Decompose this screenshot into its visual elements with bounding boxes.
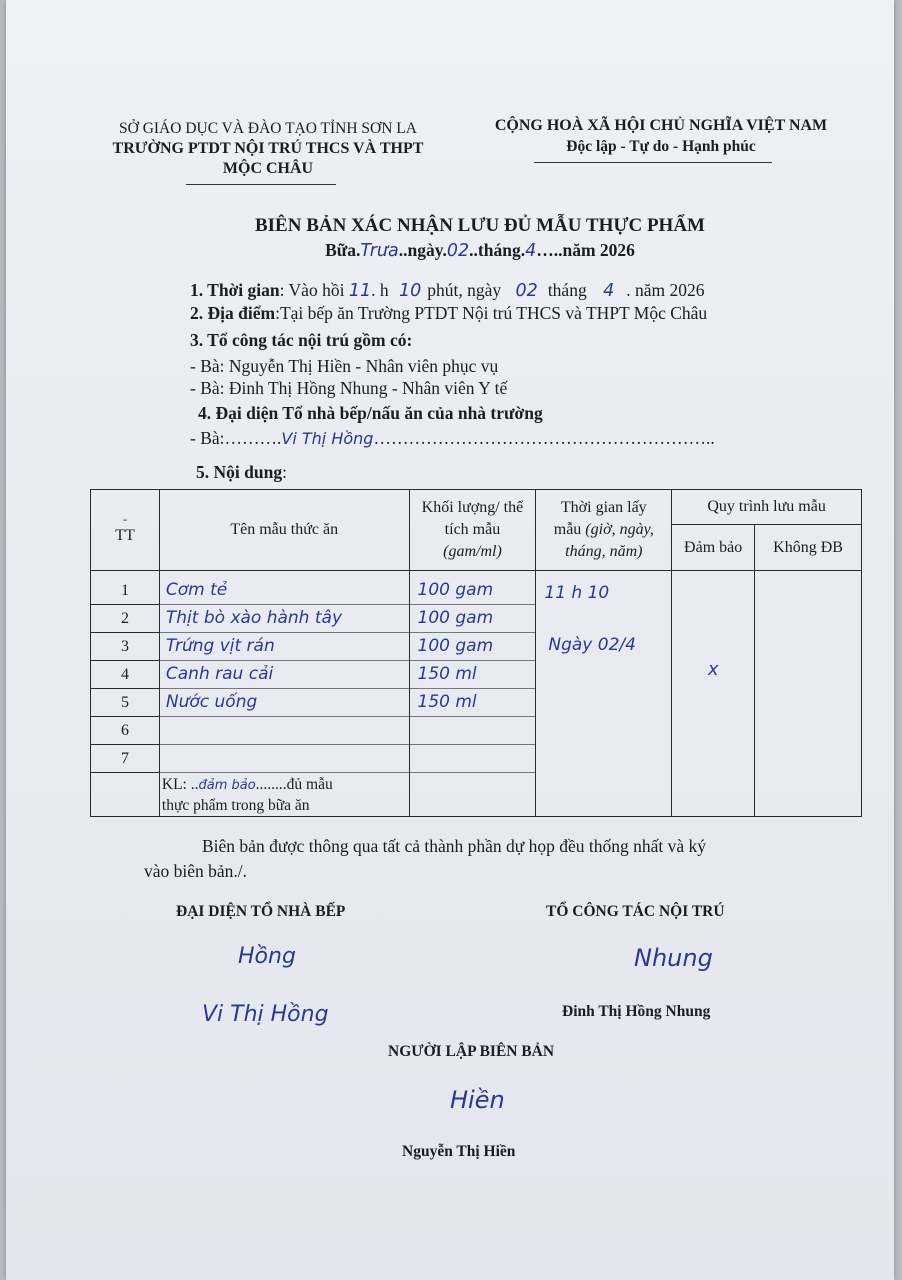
header-time-line2a: mẫu [553, 521, 582, 538]
header-tt-label: TT [115, 527, 135, 544]
conclusion-cell [160, 773, 409, 816]
quantities-column [409, 571, 536, 817]
month-value: 4 [525, 241, 537, 261]
document-page [6, 0, 894, 1280]
section-content-label: 5. Nội dung [196, 462, 283, 482]
conclusion-line1 [162, 775, 409, 796]
header-country: CỘNG HOÀ XÃ HỘI CHỦ NGHĨA VIỆT NAM [494, 117, 828, 134]
kitchen-signature: Hồng [238, 944, 296, 969]
section-time [190, 280, 704, 301]
header-time-line2 [536, 519, 671, 541]
row-number: 6 [91, 716, 159, 744]
sample-time-date: Ngày 02/4 [548, 635, 636, 655]
food-item: Trứng vịt rán [160, 633, 409, 661]
food-item [160, 717, 409, 745]
kitchen-rep-prefix: - Bà:………. [190, 428, 282, 448]
time-hour-value: 11 [348, 281, 372, 301]
closing-line2: vào biên bản./. [144, 861, 248, 881]
header-time-line3: tháng, năm) [565, 543, 643, 560]
not-ok-column [755, 571, 862, 817]
document-subtitle [106, 240, 854, 261]
kitchen-rep-title: ĐẠI DIỆN TỔ NHÀ BẾP [176, 903, 346, 920]
check-mark: x [707, 659, 719, 680]
closing-line1: Biên bản được thông qua tất cả thành phần dự họp đều thống nhất và ký [202, 836, 707, 856]
section-content-colon: : [282, 462, 287, 482]
time-month-value: 4 [603, 281, 615, 301]
writer-name: Nguyễn Thị Hiền [402, 1143, 516, 1160]
quantity: 100 gam [410, 633, 536, 661]
food-item: Nước uống [160, 689, 409, 717]
numbers-column [91, 571, 160, 817]
board-member-name: Đinh Thị Hồng Nhung [562, 1003, 711, 1020]
time-text-d: tháng [547, 280, 587, 300]
section-location [190, 303, 707, 324]
kitchen-rep-suffix: ………………………………………………….. [373, 428, 715, 448]
food-sample-table [90, 489, 862, 817]
header-time-line2b: (giờ, ngày, [585, 521, 654, 538]
sample-time-hour: 11 h 10 [544, 583, 610, 603]
section-location-label: 2. Địa điểm [190, 303, 276, 323]
writer-title: NGƯỜI LẬP BIÊN BẢN [388, 1043, 555, 1060]
quantity: 150 ml [410, 689, 536, 717]
time-text-b: . h [371, 280, 389, 300]
header-department: SỞ GIÁO DỤC VÀ ĐÀO TẠO TỈNH SƠN LA [119, 120, 417, 137]
food-item [160, 745, 409, 773]
header-tt-dot: - [122, 512, 127, 526]
food-item: Cơm tẻ [160, 577, 409, 605]
conclusion-prefix: KL: .. [161, 776, 199, 793]
board-signature: Nhung [634, 944, 713, 972]
header-motto: Độc lập - Tự do - Hạnh phúc [566, 138, 756, 155]
food-item: Thịt bò xào hành tây [160, 605, 409, 633]
quantity [410, 745, 536, 773]
row-number: 4 [91, 660, 159, 688]
meal-value: Trưa [360, 241, 399, 261]
header-school: TRƯỜNG PTDT NỘI TRÚ THCS VÀ THPT [112, 140, 424, 157]
subtitle-year-label: …..năm 2026 [536, 240, 635, 260]
header-school-location: MỘC CHÂU [222, 160, 314, 177]
ok-column [672, 571, 755, 817]
header-process: Quy trình lưu mẫu [672, 490, 862, 525]
writer-signature: Hiền [450, 1086, 505, 1114]
quantity: 150 ml [410, 661, 536, 689]
board-title: TỔ CÔNG TÁC NỘI TRÚ [546, 903, 725, 920]
kitchen-rep-line [190, 428, 715, 449]
header-weight-line1: Khối lượng/ thể [421, 499, 524, 516]
member-1: - Bà: Nguyễn Thị Hiền - Nhân viên phục vụ [190, 356, 499, 376]
subtitle-month-label: ..tháng. [469, 240, 526, 260]
row-number: 1 [120, 582, 129, 599]
row-number: 7 [91, 744, 159, 772]
row-number: 5 [91, 688, 159, 716]
header-time-line1: Thời gian lấy [560, 499, 647, 516]
section-content [196, 462, 287, 483]
header-sample-time [536, 490, 672, 571]
conclusion-suffix: ........đủ mẫu [255, 776, 333, 793]
header-weight [409, 490, 536, 571]
day-value: 02 [446, 241, 470, 261]
row-number: 2 [91, 604, 159, 632]
sample-time-column [536, 571, 672, 817]
items-column [159, 571, 409, 817]
section-time-label: 1. Thời gian [190, 280, 280, 300]
header-ok: Đảm bảo [672, 525, 755, 571]
quantity: 100 gam [410, 577, 536, 605]
subtitle-day-label: ..ngày. [398, 240, 447, 260]
conclusion-value: đảm bảo [198, 778, 256, 793]
quantity: 100 gam [410, 605, 536, 633]
quantity [410, 717, 536, 745]
subtitle-prefix: Bữa. [325, 240, 361, 260]
time-day-value: 02 [515, 281, 538, 301]
conclusion-line2: thực phẩm trong bữa ăn [161, 797, 310, 814]
time-text-e: . năm 2026 [626, 280, 705, 300]
header-not-ok: Không ĐB [755, 525, 862, 571]
time-minute-value: 10 [398, 281, 422, 301]
header-right-underline [534, 162, 772, 163]
kitchen-rep-name: Vi Thị Hồng [281, 429, 374, 448]
kitchen-name-handwritten: Vi Thị Hồng [202, 1002, 329, 1027]
section-kitchen-label: 4. Đại diện Tổ nhà bếp/nấu ăn của nhà trường [198, 403, 543, 423]
section-location-text: :Tại bếp ăn Trường PTDT Nội trú THCS và THPT Mộc Châu [275, 303, 708, 323]
header-weight-line2: tích mẫu [444, 521, 501, 538]
header-tt [91, 490, 160, 571]
time-text-c: phút, ngày [427, 280, 502, 300]
header-weight-line3: (gam/ml) [443, 543, 502, 560]
section-members-label: 3. Tổ công tác nội trú gồm có: [190, 330, 413, 350]
header-left-underline [186, 184, 336, 185]
food-item: Canh rau cải [160, 661, 409, 689]
document-title: BIÊN BẢN XÁC NHẬN LƯU ĐỦ MẪU THỰC PHẨM [254, 215, 705, 236]
time-text-a: : Vào hồi [279, 280, 345, 300]
member-2: - Bà: Đinh Thị Hồng Nhung - Nhân viên Y tế [190, 378, 508, 398]
row-number: 3 [91, 632, 159, 660]
header-food-name: Tên mẫu thức ăn [159, 490, 409, 571]
